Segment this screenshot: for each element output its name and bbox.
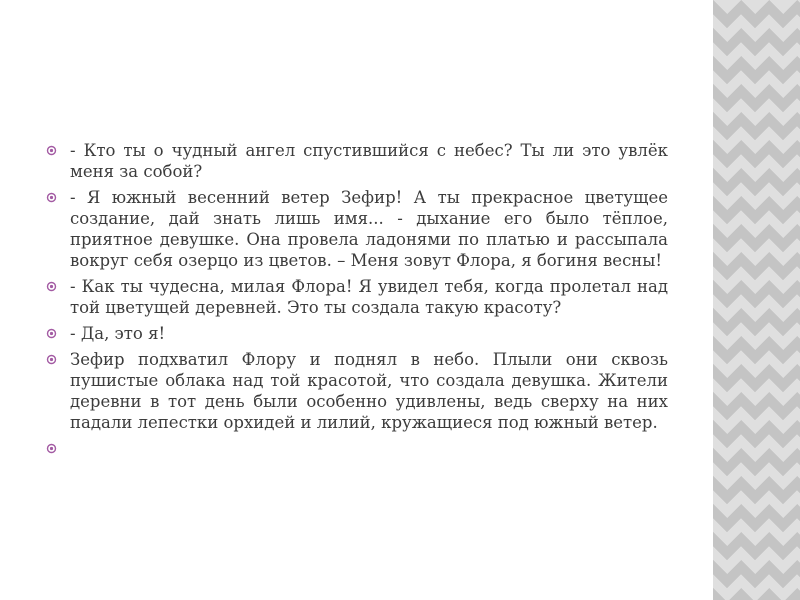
bullet-icon bbox=[46, 145, 57, 156]
bullet-icon bbox=[46, 281, 57, 292]
bullet-icon bbox=[46, 354, 57, 365]
slide-body bbox=[46, 140, 668, 464]
bullet-icon bbox=[46, 328, 57, 339]
bullet-paragraph-5 bbox=[46, 349, 668, 433]
paragraph-text: - Кто ты о чудный ангел спустившийся с небес? Ты ли это увлёк меня за собой? bbox=[70, 141, 668, 181]
bullet-paragraph-empty bbox=[46, 438, 668, 459]
bullet-paragraph-2 bbox=[46, 187, 668, 271]
paragraph-text: Зефир подхватил Флору и поднял в небо. Плыли они сквозь пушистые облака над той красотой, что создала девушка. Жители деревни в тот день были особенно удивлены, ведь сверху на них падали лепестки орхидей и лилий, кружащиеся под южный ветер. bbox=[70, 350, 668, 432]
bullet-paragraph-4 bbox=[46, 323, 668, 344]
bullet-icon bbox=[46, 192, 57, 203]
bullet-paragraph-3 bbox=[46, 276, 668, 318]
paragraph-text: - Как ты чудесна, милая Флора! Я увидел тебя, когда пролетал над той цветущей деревней. Это ты создала такую красоту? bbox=[70, 277, 668, 317]
paragraph-text: - Я южный весенний ветер Зефир! А ты прекрасное цветущее создание, дай знать лишь имя... - дыхание его было тёплое, приятное девушке. Она провела ладонями по платью и рассыпала вокруг себя озерцо из цветов. – Меня зовут Флора, я богиня весны! bbox=[70, 188, 668, 270]
paragraph-text: - Да, это я! bbox=[70, 324, 166, 343]
decorative-side-band bbox=[713, 0, 800, 600]
bullet-paragraph-1 bbox=[46, 140, 668, 182]
bullet-icon bbox=[46, 443, 57, 454]
